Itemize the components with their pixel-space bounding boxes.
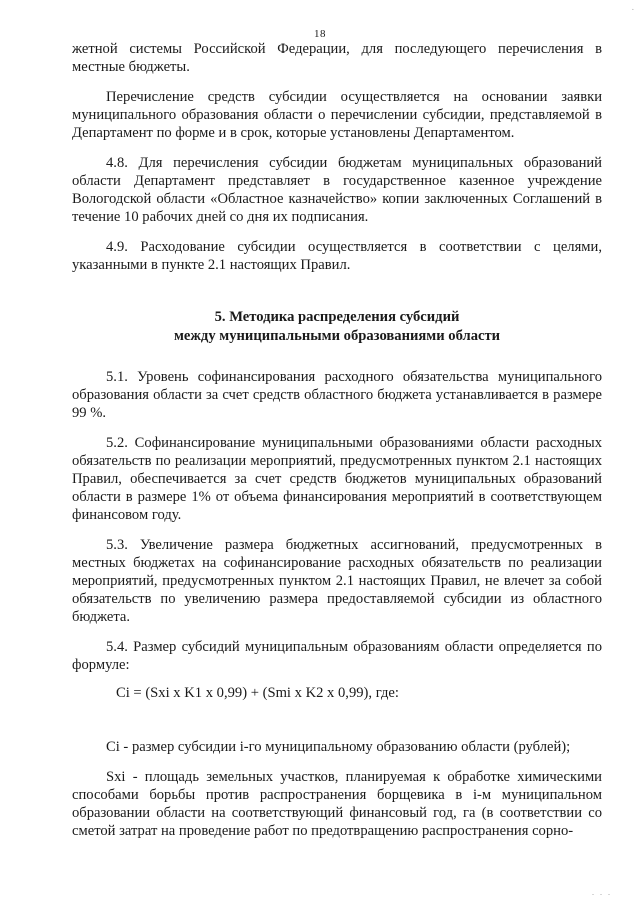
- paragraph-5-1: 5.1. Уровень софинансирования расходного обязательства муниципального образования области за счет средств областного бюджета устанавливается в размере 99 %.: [72, 369, 602, 421]
- section-5-heading: [72, 308, 602, 346]
- paragraph-continuation: жетной системы Российской Федерации, для последующего перечисления в местные бюджеты.: [72, 41, 602, 75]
- paragraph-5-2: 5.2. Софинансирование муниципальными образованиями области расходных обязательств по реализации мероприятий, предусмотренных пунктом 2.1 настоящих Правил, обеспечивается за счет средств бюджетов муниципальных образований области в размере 1% от объема финансирования мероприятий в соответствующем финансовом году.: [72, 435, 602, 523]
- section-5-heading-line-2: между муниципальными образованиями области: [173, 328, 501, 344]
- spacer: [72, 702, 602, 738]
- paragraph-transfer-basis: Перечисление средств субсидии осуществляется на основании заявки муниципального образования области о перечислении субсидии, представляемой в Департамент по форме и в срок, которые установлены Департаментом.: [72, 89, 602, 141]
- definition-ci: Ci - размер субсидии i-го муниципальному образованию области (рублей);: [106, 739, 571, 755]
- page-number: 18: [314, 28, 326, 40]
- subsidy-formula: Ci = (Sxi x K1 x 0,99) + (Smi x K2 x 0,99), где:: [116, 685, 399, 701]
- definition-sxi: Sxi - площадь земельных участков, планируемая к обработке химическими способами борьбы против распространения борщевика в i-м муниципальном образовании области на соответствующий финансовый год, га (в соответствии со сметой затрат на проведение работ по предотвращению распространения сорно-: [72, 769, 602, 839]
- paragraph-4-9: 4.9. Расходование субсидии осуществляется в соответствии с целями, указанными в пункте 2.1 настоящих Правил.: [72, 239, 602, 273]
- paragraph-5-3: 5.3. Увеличение размера бюджетных ассигнований, предусмотренных в местных бюджетах на софинансирование расходных обязательств по реализации мероприятий, предусмотренных пунктом 2.1 настоящих Правил, не влечет за собой обязательств по увеличению размера предоставляемой субсидии из областного бюджета.: [72, 537, 602, 625]
- corner-mark-top: .: [631, 2, 634, 12]
- section-5-heading-line-1: 5. Методика распределения субсидий: [214, 309, 460, 325]
- paragraph-5-4: 5.4. Размер субсидий муниципальным образованиям области определяется по формуле:: [72, 639, 602, 673]
- document-body: [72, 40, 602, 852]
- paragraph-4-8: 4.8. Для перечисления субсидии бюджетам муниципальных образований области Департамент представляет в государственное казенное учреждение Вологодской области «Областное казначейство» копии заключенных Соглашений в течение 10 рабочих дней со дня их подписания.: [72, 155, 602, 225]
- corner-mark-bottom: . . .: [592, 888, 612, 897]
